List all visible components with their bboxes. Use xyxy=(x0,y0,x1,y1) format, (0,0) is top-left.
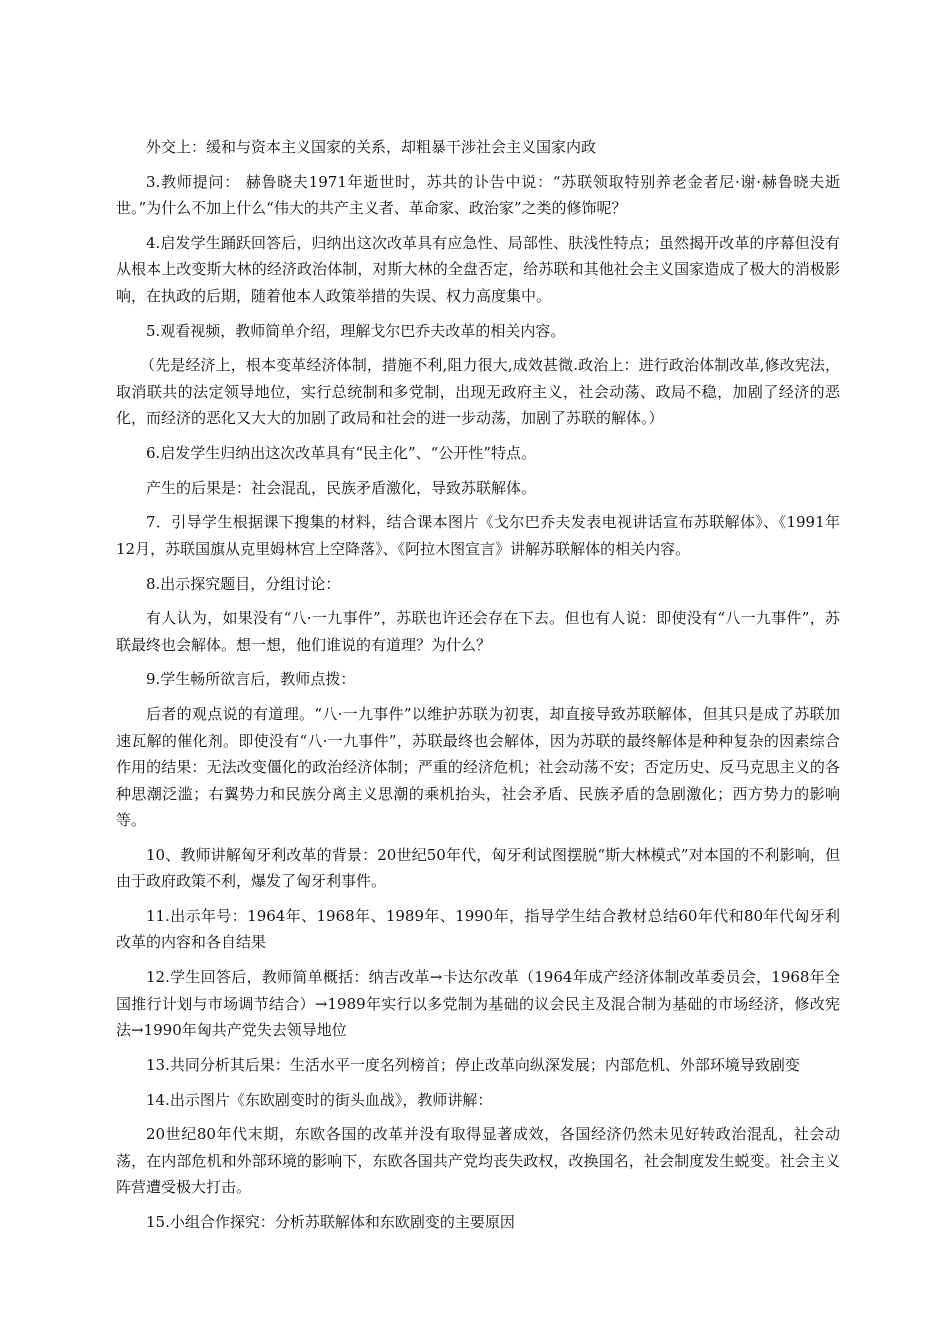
paragraph-14: 14.出示图片《东欧剧变时的街头血战》，教师讲解： xyxy=(146,1090,493,1109)
paragraph-13: 13.共同分析其后果：生活水平一度名列榜首；停止改革向纵深发展；内部危机、外部环境导致剧变 xyxy=(146,1055,800,1074)
paragraph-5-note: （先是经济上，根本变革经济体制，措施不利,阻力很大,成效甚微.政治上：进行政治体制改革,修改宪法，取消联共的法定领导地位，实行总统制和多党制，出现无政府主义，社会动荡、政局不稳，加剧了经济的恶化，而经济的恶化又大大的加剧了政局和社会的进一步动荡，加剧了苏联的解体。） xyxy=(116,356,840,428)
paragraph-7: 7．引导学生根据课下搜集的材料，结合课本图片《戈尔巴乔夫发表电视讲话宣布苏联解体》、《1991年12月，苏联国旗从克里姆林宫上空降落》、《阿拉木图宣言》讲解苏联解体的相关内容。 xyxy=(116,513,840,558)
document-page xyxy=(116,134,840,1244)
paragraph-3: 3.教师提问： 赫鲁晓夫1971年逝世时，苏共的讣告中说：“苏联领取特别养老金者尼·谢·赫鲁晓夫逝世。”为什么不加上什么“伟大的共产主义者、革命家、政治家”之类的修饰呢？ xyxy=(116,172,840,218)
paragraph-diplomacy: 外交上：缓和与资本主义国家的关系，却粗暴干涉社会主义国家内政 xyxy=(146,138,597,156)
paragraph-6: 6.启发学生归纳出这次改革具有“民主化”、“公开性”特点。 xyxy=(146,443,536,462)
paragraph-14-detail: 20世纪80年代末期，东欧各国的改革并没有取得显著成效，各国经济仍然未见好转政治混乱，社会动荡，在内部危机和外部环境的影响下，东欧各国共产党均丧失政权，改换国名，社会制度发生蜕变。社会主义阵营遭受极大打击。 xyxy=(116,1125,840,1197)
paragraph-11: 11.出示年号：1964年、1968年、1989年、1990年，指导学生结合教材总结60年代和80年代匈牙利改革的内容和各自结果 xyxy=(116,906,840,952)
paragraph-5: 5.观看视频，教师简单介绍，理解戈尔巴乔夫改革的相关内容。 xyxy=(146,321,566,340)
paragraph-12: 12.学生回答后，教师简单概括：纳吉改革→卡达尔改革（1964年成产经济体制改革委员会，1968年全国推行计划与市场调节结合）→1989年实行以多党制为基础的议会民主及混合制为基础的市场经济，修改宪法→1990年匈共产党失去领导地位 xyxy=(116,968,840,1040)
paragraph-4: 4.启发学生踊跃回答后，归纳出这次改革具有应急性、局部性、肤浅性特点；虽然揭开改革的序幕但没有从根本上改变斯大林的经济政治体制，对斯大林的全盘否定，给苏联和其他社会主义国家造成了极大的消极影响，在执政的后期，随着他本人政策举措的失误、权力高度集中。 xyxy=(116,233,840,305)
paragraph-15: 15.小组合作探究：分析苏联解体和东欧剧变的主要原因 xyxy=(146,1212,515,1231)
paragraph-8-question: 有人认为，如果没有“八·一九事件”，苏联也许还会存在下去。但也有人说：即使没有“八一九事件”，苏联最终也会解体。想一想，他们谁说的有道理？为什么？ xyxy=(116,609,840,654)
paragraph-9: 9.学生畅所欲言后，教师点拨： xyxy=(146,670,356,689)
paragraph-9-answer: 后者的观点说的有道理。“八·一九事件”以维护苏联为初衷，却直接导致苏联解体，但其只是成了苏联加速瓦解的催化剂。即使没有“八·一九事件”，苏联最终也会解体，因为苏联的最终解体是种种复杂的因素综合作用的结果：无法改变僵化的政治经济体制；严重的经济危机；社会动荡不安；否定历史、反马克思主义的各种思潮泛滥；右翼势力和民族分离主义思潮的乘机抬头，社会矛盾、民族矛盾的急剧激化；西方势力的影响等。 xyxy=(116,705,840,830)
paragraph-10: 10、教师讲解匈牙利改革的背景：20世纪50年代，匈牙利试图摆脱“斯大林模式”对本国的不利影响，但由于政府政策不利，爆发了匈牙利事件。 xyxy=(116,845,840,891)
paragraph-6-result: 产生的后果是：社会混乱，民族矛盾激化，导致苏联解体。 xyxy=(146,478,537,497)
paragraph-8: 8.出示探究题目，分组讨论： xyxy=(146,574,341,593)
